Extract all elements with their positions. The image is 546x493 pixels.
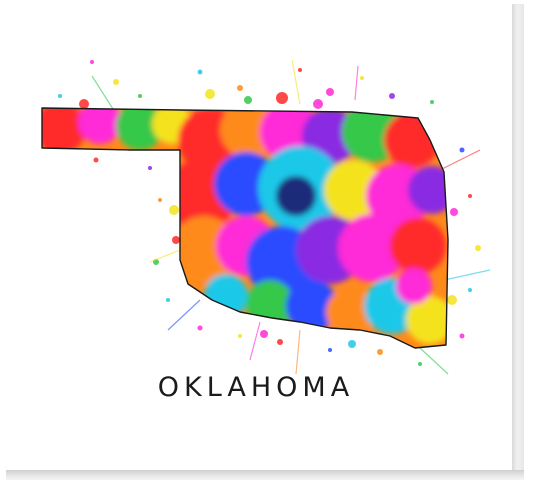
- map-title: OKLAHOMA: [157, 372, 355, 403]
- canvas-side-edge: [512, 4, 524, 472]
- canvas-bottom-edge: [6, 470, 524, 480]
- oklahoma-colorful-fill: [30, 100, 460, 360]
